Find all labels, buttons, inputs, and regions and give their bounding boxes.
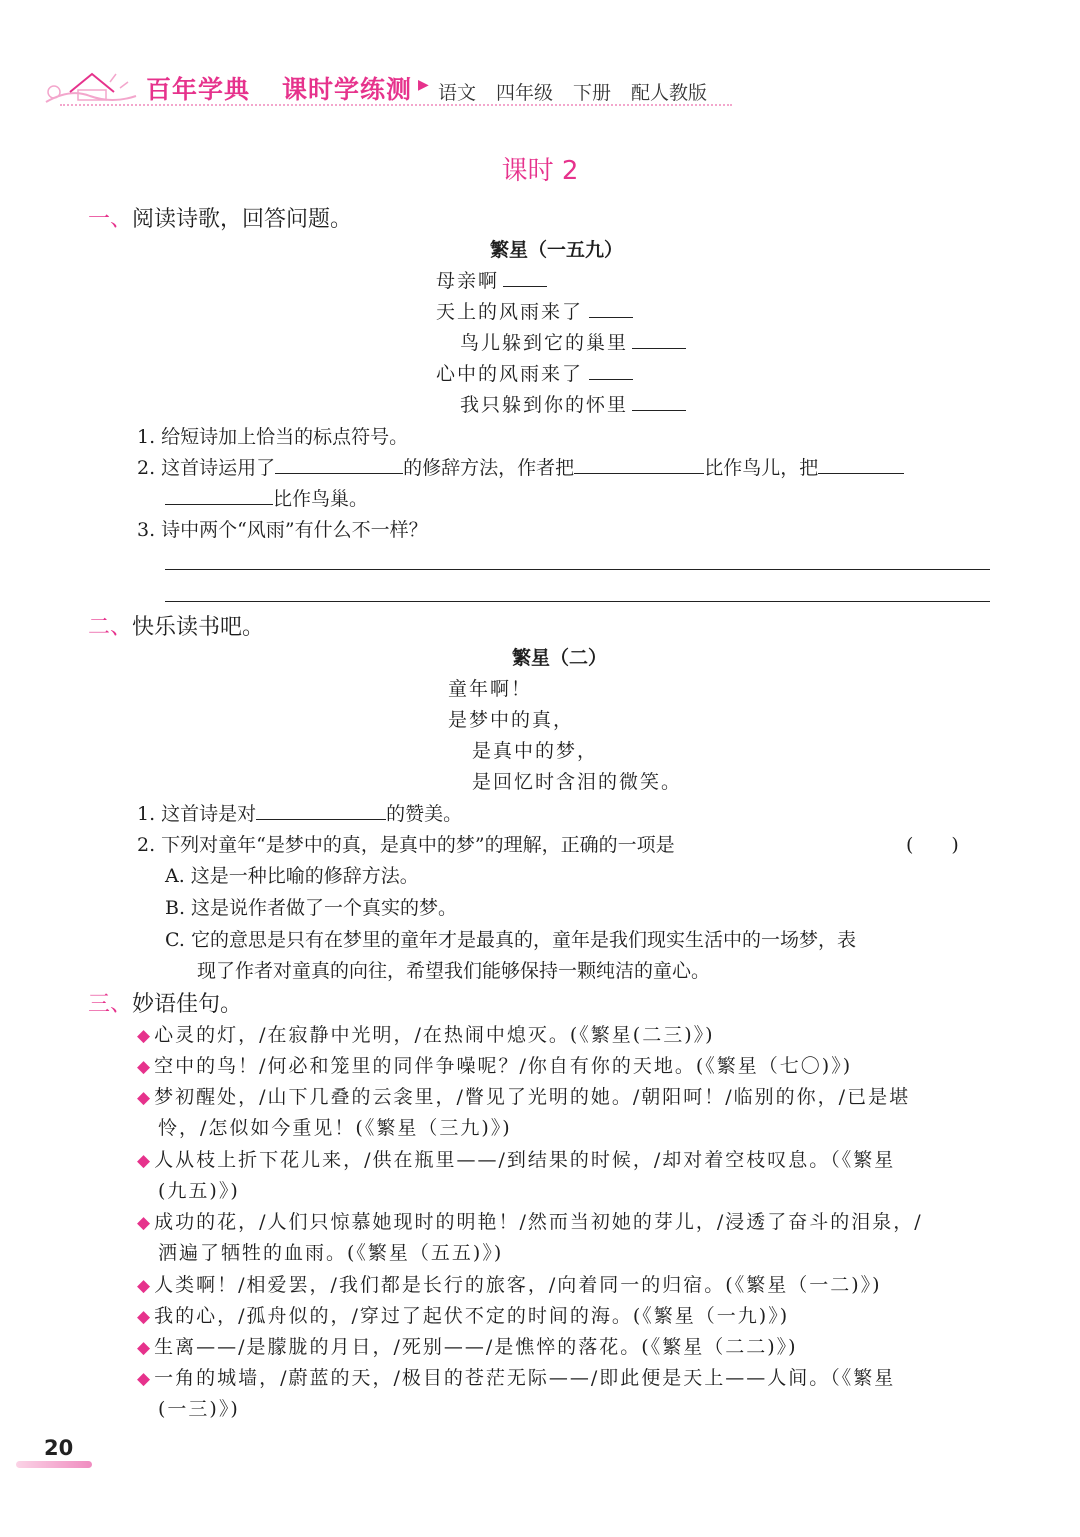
quote-3: ◆ 梦初醒处，/山下几叠的云衾里，/瞥见了光明的她。/朝阳呵！/临别的你，/已是堪 — [137, 1086, 911, 1108]
quote-4-cont: (九五)》) — [158, 1180, 240, 1202]
s1-question-2-cont: 比作鸟巢。 — [165, 484, 368, 511]
poem-2-line-4: 是回忆时含泪的微笑。 — [472, 771, 683, 793]
poem-1-line-3: 鸟儿躲到它的巢里 — [460, 328, 686, 355]
section-2-title: 快乐读书吧。 — [132, 615, 265, 640]
quote-9-cont: (一三)》) — [158, 1398, 240, 1420]
diamond-bullet-icon: ◆ — [137, 1338, 153, 1358]
quote-8: ◆ 生离——/是朦胧的月日，/死别——/是憔悴的落花。(《繁星（二二)》) — [137, 1336, 798, 1358]
section-2-number: 二、 — [88, 615, 133, 640]
answer-blank-nest-b[interactable] — [165, 486, 273, 505]
section-1-title: 阅读诗歌，回答问题。 — [132, 207, 353, 232]
page-number: 20 — [44, 1436, 74, 1460]
edition: 配人教版 — [631, 82, 708, 104]
poem-1-line-1: 母亲啊 — [436, 266, 547, 293]
footer-accent-bar — [16, 1461, 92, 1468]
section-1-heading — [88, 202, 352, 233]
section-3-heading — [88, 987, 242, 1018]
option-a: A. 这是一种比喻的修辞方法。 — [165, 865, 419, 887]
diamond-bullet-icon: ◆ — [137, 1369, 153, 1389]
diamond-bullet-icon: ◆ — [137, 1088, 153, 1108]
poem-2-title: 繁星（二） — [512, 647, 608, 669]
quote-3-cont: 怜，/怎似如今重见！(《繁星（三九)》) — [158, 1117, 512, 1139]
quote-5-cont: 洒遍了牺牲的血雨。(《繁星（五五)》) — [158, 1242, 504, 1264]
quote-1: ◆ 心灵的灯，/在寂静中光明，/在热闹中熄灭。(《繁星(二三)》) — [137, 1024, 715, 1046]
poem-2-line-2: 是梦中的真， — [448, 709, 575, 731]
option-c-line-2: 现了作者对童真的向往，希望我们能够保持一颗纯洁的童心。 — [197, 960, 711, 982]
answer-blank-rhetoric[interactable] — [275, 455, 403, 474]
s1-question-2: 2. 这首诗运用了 的修辞方法，作者把 比作鸟儿，把 — [137, 453, 904, 480]
section-2-heading — [88, 610, 264, 641]
quote-9: ◆ 一角的城墙，/蔚蓝的天，/极目的苍茫无际——/即此便是天上——人间。（《繁星 — [137, 1367, 896, 1389]
subject: 语文 — [438, 82, 477, 104]
poem-1-line-4: 心中的风雨来了 — [436, 359, 633, 386]
diamond-bullet-icon: ◆ — [137, 1213, 153, 1233]
header-meta — [438, 78, 727, 105]
quote-5: ◆ 成功的花，/人们只惊慕她现时的明艳！/然而当初她的芽儿，/浸透了奋斗的泪泉，/ — [137, 1211, 923, 1233]
header-house-logo-icon — [40, 62, 140, 108]
volume: 下册 — [573, 82, 612, 104]
option-c-line-1: C. 它的意思是只有在梦里的童年才是最真的，童年是我们现实生活中的一场梦，表 — [165, 929, 856, 951]
poem-1-line-2: 天上的风雨来了 — [436, 297, 633, 324]
answer-line-2[interactable] — [165, 601, 990, 602]
s2-question-2: 2. 下列对童年“是梦中的真，是真中的梦”的理解，正确的一项是 — [137, 834, 675, 856]
section-3-title: 妙语佳句。 — [132, 992, 243, 1017]
quote-7: ◆ 我的心，/孤舟似的，/穿过了起伏不定的时间的海。(《繁星（一九)》) — [137, 1305, 790, 1327]
lesson-title: 课时 2 — [501, 156, 579, 186]
poem-2-line-1: 童年啊！ — [448, 678, 533, 700]
answer-blank-bird[interactable] — [574, 455, 704, 474]
diamond-bullet-icon: ◆ — [137, 1276, 153, 1296]
s2-question-1: 1. 这首诗是对 的赞美。 — [137, 803, 463, 825]
poem-1-title: 繁星（一五九） — [490, 239, 624, 261]
header-divider — [60, 104, 732, 106]
answer-bracket[interactable]: ( ) — [906, 834, 959, 856]
arrow-right-icon: ▶ — [418, 77, 429, 93]
diamond-bullet-icon: ◆ — [137, 1307, 153, 1327]
s1-question-1: 1. 给短诗加上恰当的标点符号。 — [137, 426, 409, 448]
poem-2-line-3: 是真中的梦， — [472, 740, 599, 762]
diamond-bullet-icon: ◆ — [137, 1026, 153, 1046]
section-3-number: 三、 — [88, 992, 133, 1017]
option-b: B. 这是说作者做了一个真实的梦。 — [165, 897, 458, 919]
answer-blank-praise[interactable] — [256, 801, 386, 820]
grade: 四年级 — [496, 82, 554, 104]
quote-2: ◆ 空中的鸟！/何必和笼里的同伴争噪呢？/你自有你的天地。(《繁星（七〇)》) — [137, 1055, 853, 1077]
brand-series: 课时学练测 — [282, 75, 413, 104]
brand-name: 百年学典 — [146, 75, 251, 104]
diamond-bullet-icon: ◆ — [137, 1151, 153, 1171]
poem-1-line-5: 我只躲到你的怀里 — [460, 390, 686, 417]
section-1-number: 一、 — [88, 207, 133, 232]
quote-6: ◆ 人类啊！/相爱罢，/我们都是长行的旅客，/向着同一的归宿。(《繁星（一二)》) — [137, 1274, 882, 1296]
quote-4: ◆ 人从枝上折下花儿来，/供在瓶里——/到结果的时候，/却对着空枝叹息。（《繁星 — [137, 1149, 896, 1171]
answer-line-1[interactable] — [165, 569, 990, 570]
diamond-bullet-icon: ◆ — [137, 1057, 153, 1077]
answer-blank-nest-a[interactable] — [818, 455, 904, 474]
s1-question-3: 3. 诗中两个“风雨”有什么不一样？ — [137, 519, 428, 541]
